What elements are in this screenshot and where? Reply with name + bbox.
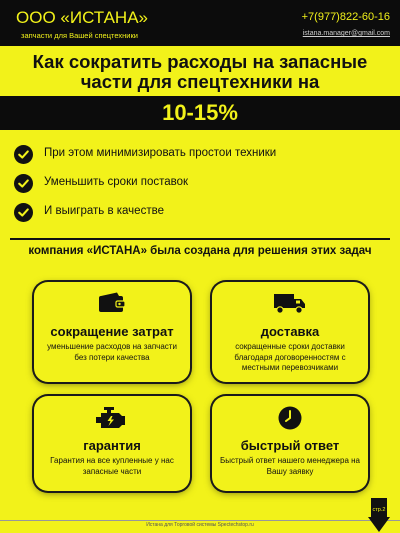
next-page-arrow-icon[interactable] xyxy=(368,498,390,532)
benefit-text: При этом минимизировать простои техники xyxy=(44,147,277,159)
brand-tagline: запчасти для Вашей спецтехники xyxy=(21,31,138,40)
header-bar xyxy=(0,0,400,46)
truck-icon xyxy=(272,291,308,315)
benefits-list xyxy=(14,143,374,230)
clock-icon xyxy=(277,405,303,431)
benefit-item xyxy=(14,172,374,200)
headline-line-2: части для спецтехники на xyxy=(80,71,320,92)
card-title: быстрый ответ xyxy=(240,438,340,453)
subheadline: компания «ИСТАНА» была создана для решения этих задач xyxy=(28,245,372,257)
check-circle-icon xyxy=(14,203,33,222)
brand-name: ООО «ИСТАНА» xyxy=(16,8,149,27)
card-delivery xyxy=(212,282,368,382)
phone-link[interactable]: +7(977)822-60-16 xyxy=(301,11,390,23)
wallet-icon xyxy=(97,291,127,315)
card-fast-response xyxy=(212,396,368,491)
check-circle-icon xyxy=(14,174,33,193)
benefit-item xyxy=(14,201,374,229)
benefit-item xyxy=(14,143,374,171)
section-divider xyxy=(10,238,390,240)
card-description: уменьшение расходов на запчасти без потери качества xyxy=(47,342,177,362)
percent-banner xyxy=(0,96,400,130)
engine-icon xyxy=(95,405,129,431)
email-link[interactable]: istana.manager@gmail.com xyxy=(302,30,390,37)
next-page-label: стр.2 xyxy=(372,507,386,513)
card-cost-reduction xyxy=(34,282,190,382)
card-title: гарантия xyxy=(83,438,141,453)
percent-value: 10-15% xyxy=(162,100,238,125)
benefit-text: Уменьшить сроки поставок xyxy=(44,176,189,188)
card-title: доставка xyxy=(260,324,320,339)
card-description: Быстрый ответ нашего менеджера на Вашу заявку xyxy=(220,456,360,476)
benefit-text: И выиграть в качестве xyxy=(44,205,164,217)
card-description: Гарантия на все купленные у нас запасные части xyxy=(50,456,174,476)
check-circle-icon xyxy=(14,145,33,164)
footer-divider xyxy=(0,520,400,521)
card-title: сокращение затрат xyxy=(50,324,174,339)
card-description: сокращенные сроки доставки благодаря договоренностям с местными перевозчиками xyxy=(234,342,346,372)
headline xyxy=(0,52,400,92)
footer-text: Истана для Торговой системы Spectechstop.ru xyxy=(146,522,254,528)
card-warranty xyxy=(34,396,190,491)
headline-line-1: Как сократить расходы на запасные xyxy=(32,51,368,72)
